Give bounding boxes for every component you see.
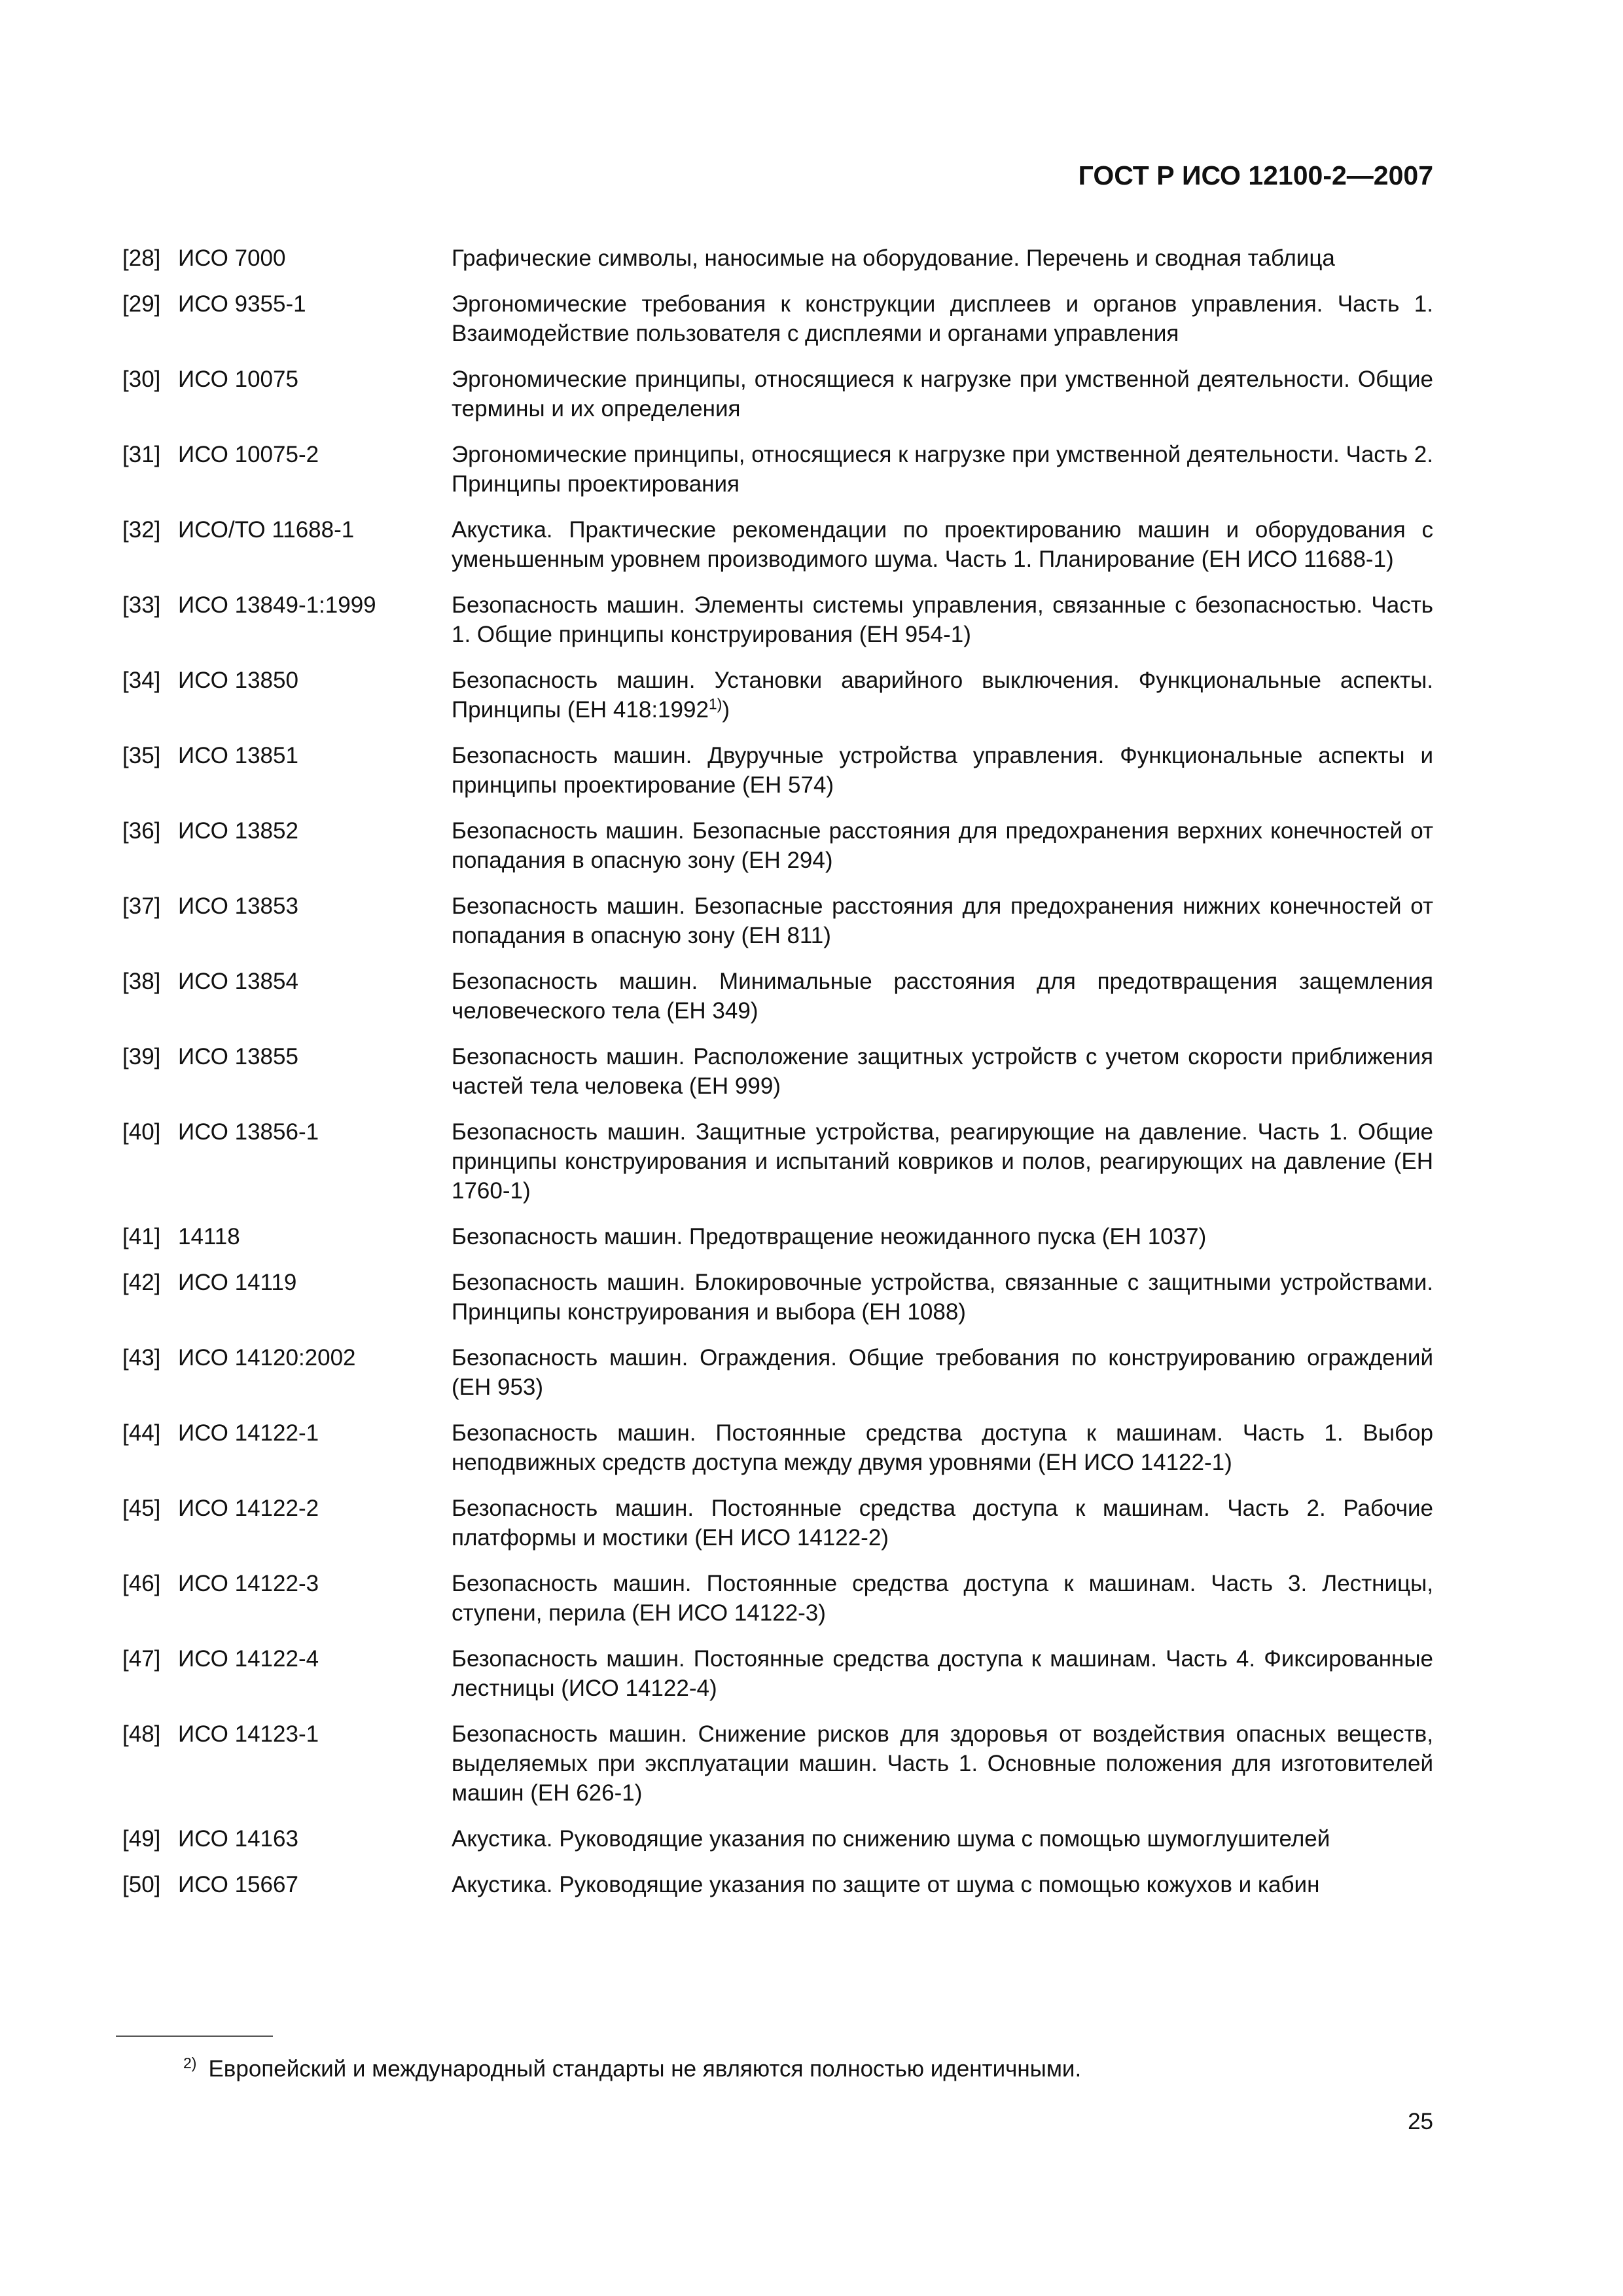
reference-title — [452, 1418, 1433, 1477]
reference-code: ИСО 13852 — [178, 818, 298, 844]
reference-number: [34] — [122, 668, 161, 693]
reference-item — [122, 816, 1433, 875]
reference-number: [41] — [122, 1224, 161, 1249]
reference-code: ИСО 14122-3 — [178, 1571, 319, 1596]
reference-item — [122, 1343, 1433, 1402]
reference-title — [452, 967, 1433, 1026]
reference-code: ИСО 15667 — [178, 1872, 298, 1897]
reference-title-text: Акустика. Практические рекомендации по проектированию машин и оборудования с уменьшенным уровнем производимого шума. Часть 1. Планирование (ЕН ИСО 11688-1) — [452, 517, 1433, 572]
reference-list — [122, 243, 1433, 1916]
reference-title-text: Безопасность машин. Установки аварийного выключения. Функциональные аспекты. Принципы (ЕН 418:1992 — [452, 668, 1433, 723]
reference-title-text: Безопасность машин. Предотвращение неожиданного пуска (ЕН 1037) — [452, 1224, 1207, 1249]
reference-title-tail: ) — [722, 697, 730, 723]
reference-item — [122, 741, 1433, 800]
reference-code: ИСО 10075-2 — [178, 442, 319, 467]
reference-title-text: Безопасность машин. Постоянные средства доступа к машинам. Часть 3. Лестницы, ступени, перила (ЕН ИСО 14122-3) — [452, 1571, 1433, 1626]
reference-number: [29] — [122, 291, 161, 317]
reference-number: [49] — [122, 1826, 161, 1852]
reference-code: ИСО 14122-2 — [178, 1496, 319, 1521]
reference-code: ИСО/ТО 11688-1 — [178, 517, 355, 543]
reference-title-text: Безопасность машин. Расположение защитных устройств с учетом скорости приближения частей тела человека (ЕН 999) — [452, 1044, 1433, 1099]
reference-number: [33] — [122, 592, 161, 618]
reference-item — [122, 1719, 1433, 1808]
reference-title-text: Безопасность машин. Постоянные средства доступа к машинам. Часть 1. Выбор неподвижных средств доступа между двумя уровнями (ЕН ИСО 14122-1) — [452, 1420, 1433, 1475]
reference-code: ИСО 13856-1 — [178, 1119, 319, 1145]
reference-title — [452, 243, 1433, 273]
footnote-reference: 1) — [708, 695, 722, 713]
reference-code: ИСО 14122-1 — [178, 1420, 319, 1446]
reference-number: [48] — [122, 1721, 161, 1747]
reference-title-text: Графические символы, наносимые на оборудование. Перечень и сводная таблица — [452, 245, 1335, 271]
reference-code: ИСО 9355-1 — [178, 291, 306, 317]
reference-title — [452, 515, 1433, 574]
reference-item — [122, 1117, 1433, 1206]
reference-title — [452, 1824, 1433, 1854]
reference-number: [31] — [122, 442, 161, 467]
reference-item — [122, 666, 1433, 725]
reference-item — [122, 1418, 1433, 1477]
reference-title — [452, 1569, 1433, 1628]
footnote-mark: 2) — [183, 2054, 197, 2072]
footnote — [183, 2049, 1081, 2084]
reference-title — [452, 1042, 1433, 1101]
reference-title-text: Безопасность машин. Двуручные устройства управления. Функциональные аспекты и принципы проектирование (ЕН 574) — [452, 743, 1433, 798]
reference-title — [452, 1644, 1433, 1703]
reference-title-text: Безопасность машин. Снижение рисков для здоровья от воздействия опасных веществ, выделяемых при эксплуатации машин. Часть 1. Основные положения для изготовителей машин (ЕН 626-1) — [452, 1721, 1433, 1806]
reference-code: ИСО 14119 — [178, 1270, 297, 1295]
reference-title — [452, 1222, 1433, 1251]
reference-item — [122, 440, 1433, 499]
reference-title — [452, 1268, 1433, 1327]
reference-code: ИСО 10075 — [178, 367, 298, 392]
reference-item — [122, 1870, 1433, 1899]
reference-item — [122, 967, 1433, 1026]
reference-title-text: Безопасность машин. Постоянные средства доступа к машинам. Часть 4. Фиксированные лестницы (ИСО 14122-4) — [452, 1646, 1433, 1701]
reference-title-text: Акустика. Руководящие указания по снижению шума с помощью шумоглушителей — [452, 1826, 1330, 1852]
reference-code: 14118 — [178, 1224, 240, 1249]
reference-title-text: Безопасность машин. Безопасные расстояния для предохранения верхних конечностей от попадания в опасную зону (ЕН 294) — [452, 818, 1433, 873]
reference-item — [122, 289, 1433, 348]
reference-number: [35] — [122, 743, 161, 768]
reference-item — [122, 1824, 1433, 1854]
reference-title — [452, 1117, 1433, 1206]
reference-item — [122, 515, 1433, 574]
reference-title — [452, 1870, 1433, 1899]
reference-title-text: Безопасность машин. Защитные устройства, реагирующие на давление. Часть 1. Общие принципы конструирования и испытаний ковриков и полов, реагирующих на давление (ЕН 1760-1) — [452, 1119, 1433, 1204]
reference-item — [122, 1268, 1433, 1327]
reference-code: ИСО 14163 — [178, 1826, 298, 1852]
reference-number: [37] — [122, 893, 161, 919]
reference-code: ИСО 13849-1:1999 — [178, 592, 376, 618]
reference-code: ИСО 13853 — [178, 893, 298, 919]
reference-title-text: Безопасность машин. Безопасные расстояния для предохранения нижних конечностей от попадания в опасную зону (ЕН 811) — [452, 893, 1433, 948]
reference-item — [122, 891, 1433, 950]
reference-item — [122, 1042, 1433, 1101]
reference-item — [122, 365, 1433, 423]
reference-code: ИСО 14122-4 — [178, 1646, 319, 1672]
reference-title-text: Безопасность машин. Ограждения. Общие требования по конструированию ограждений (ЕН 953) — [452, 1345, 1433, 1400]
reference-number: [46] — [122, 1571, 161, 1596]
reference-title-text: Безопасность машин. Блокировочные устройства, связанные с защитными устройствами. Принципы конструирования и выбора (ЕН 1088) — [452, 1270, 1433, 1325]
reference-code: ИСО 7000 — [178, 245, 286, 271]
reference-title-text: Эргономические требования к конструкции дисплеев и органов управления. Часть 1. Взаимодействие пользователя с дисплеями и органами управления — [452, 291, 1433, 346]
reference-number: [36] — [122, 818, 161, 844]
reference-title — [452, 891, 1433, 950]
reference-number: [30] — [122, 367, 161, 392]
reference-title — [452, 289, 1433, 348]
reference-item — [122, 243, 1433, 273]
reference-title — [452, 666, 1433, 725]
reference-title — [452, 741, 1433, 800]
reference-code: ИСО 13851 — [178, 743, 298, 768]
reference-title-text: Эргономические принципы, относящиеся к нагрузке при умственной деятельности. Часть 2. Принципы проектирования — [452, 442, 1433, 497]
reference-title — [452, 1343, 1433, 1402]
document-header: ГОСТ Р ИСО 12100-2—2007 — [1078, 160, 1433, 190]
footnote-text: Европейский и международный стандарты не являются полностью идентичными. — [208, 2056, 1082, 2082]
reference-title — [452, 590, 1433, 649]
reference-number: [43] — [122, 1345, 161, 1371]
footnote-divider — [116, 2036, 273, 2037]
reference-item — [122, 1222, 1433, 1251]
reference-title — [452, 365, 1433, 423]
reference-title — [452, 1719, 1433, 1808]
reference-item — [122, 1569, 1433, 1628]
reference-title — [452, 1494, 1433, 1552]
page-number: 25 — [1408, 2109, 1433, 2134]
reference-code: ИСО 14120:2002 — [178, 1345, 356, 1371]
reference-title — [452, 440, 1433, 499]
reference-code: ИСО 13855 — [178, 1044, 298, 1069]
reference-number: [40] — [122, 1119, 161, 1145]
reference-title-text: Безопасность машин. Минимальные расстояния для предотвращения защемления человеческого тела (ЕН 349) — [452, 969, 1433, 1024]
reference-number: [44] — [122, 1420, 161, 1446]
reference-title-text: Акустика. Руководящие указания по защите от шума с помощью кожухов и кабин — [452, 1872, 1320, 1897]
reference-item — [122, 1644, 1433, 1703]
reference-number: [45] — [122, 1496, 161, 1521]
reference-code: ИСО 14123-1 — [178, 1721, 319, 1747]
reference-number: [47] — [122, 1646, 161, 1672]
reference-number: [38] — [122, 969, 161, 994]
reference-title-text: Безопасность машин. Элементы системы управления, связанные с безопасностью. Часть 1. Общие принципы конструирования (ЕН 954-1) — [452, 592, 1433, 647]
reference-code: ИСО 13850 — [178, 668, 298, 693]
reference-item — [122, 590, 1433, 649]
reference-title — [452, 816, 1433, 875]
reference-title-text: Эргономические принципы, относящиеся к нагрузке при умственной деятельности. Общие термины и их определения — [452, 367, 1433, 422]
reference-item — [122, 1494, 1433, 1552]
reference-code: ИСО 13854 — [178, 969, 298, 994]
reference-number: [28] — [122, 245, 161, 271]
reference-number: [39] — [122, 1044, 161, 1069]
reference-number: [32] — [122, 517, 161, 543]
reference-number: [50] — [122, 1872, 161, 1897]
reference-number: [42] — [122, 1270, 161, 1295]
reference-title-text: Безопасность машин. Постоянные средства доступа к машинам. Часть 2. Рабочие платформы и мостики (ЕН ИСО 14122-2) — [452, 1496, 1433, 1551]
